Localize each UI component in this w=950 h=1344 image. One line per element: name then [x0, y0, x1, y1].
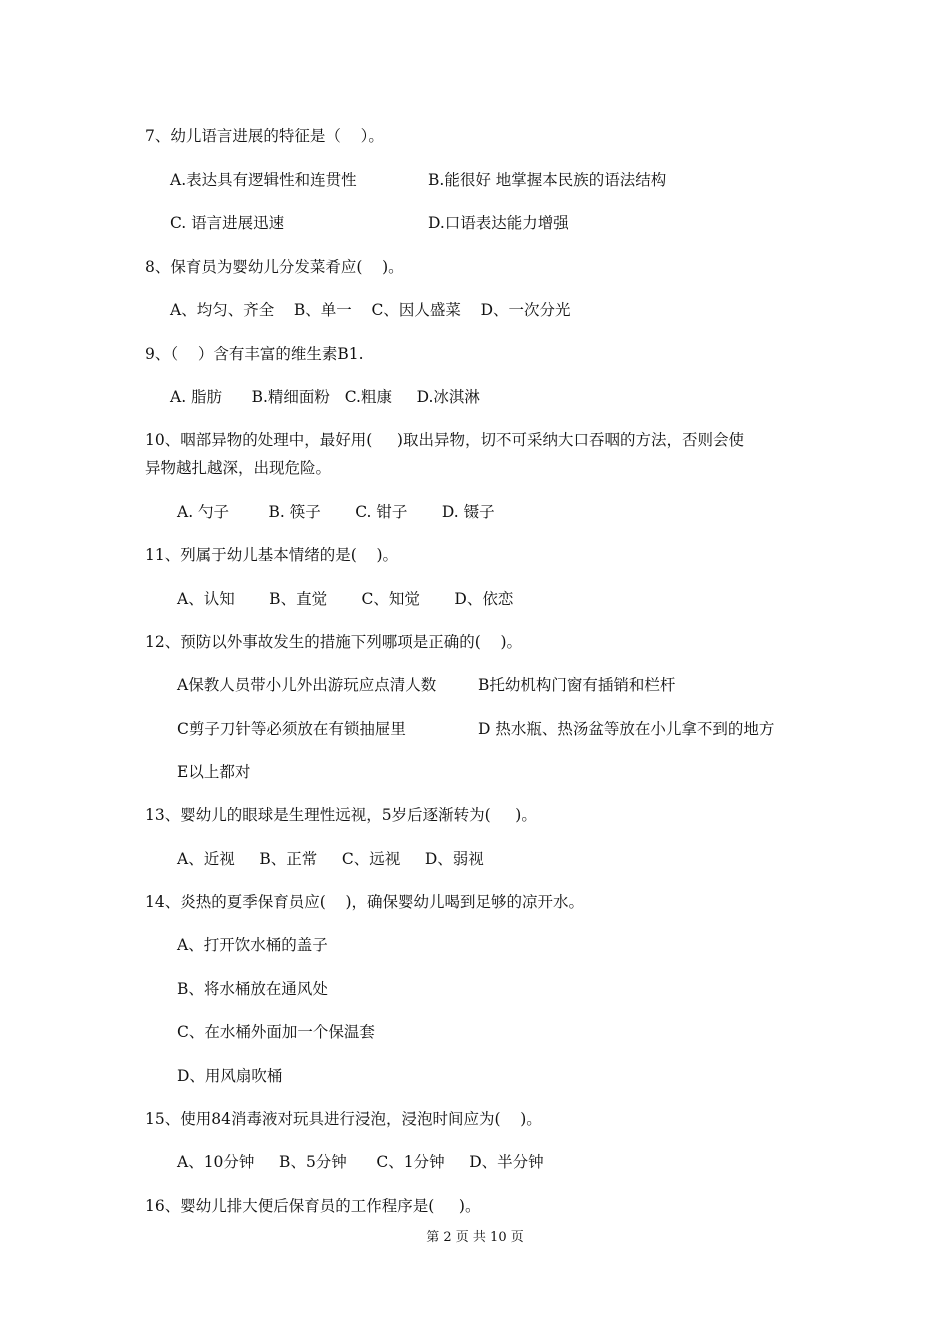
question-12-option-b: B托幼机构门窗有插销和栏杆 — [478, 676, 676, 694]
question-10-stem-line-1: 10、咽部异物的处理中，最好用( )取出异物，切不可采纳大口吞咽的方法，否则会使 — [145, 431, 744, 449]
question-12-stem: 12、预防以外事故发生的措施下列哪项是正确的( )。 — [145, 633, 523, 651]
question-10-stem-line-2: 异物越扎越深，出现危险。 — [145, 459, 332, 477]
question-9-stem: 9、（ ）含有丰富的维生素B1. — [145, 345, 364, 363]
question-10-options: A. 勺子 B. 筷子 C. 钳子 D. 镊子 — [177, 503, 495, 521]
question-15-options: A、10分钟 B、5分钟 C、1分钟 D、半分钟 — [177, 1153, 544, 1171]
question-13-options: A、近视 B、正常 C、远视 D、弱视 — [177, 850, 484, 868]
question-7-stem: 7、幼儿语言进展的特征是（ ）。 — [145, 127, 384, 145]
question-7-option-b: B.能很好 地掌握本民族的语法结构 — [428, 171, 667, 189]
question-14-option-b: B、将水桶放在通风处 — [177, 980, 328, 998]
question-15-stem: 15、使用84消毒液对玩具进行浸泡，浸泡时间应为( )。 — [145, 1110, 542, 1128]
page-number: 第 2 页 共 10 页 — [426, 1230, 524, 1245]
question-14-option-c: C、在水桶外面加一个保温套 — [177, 1023, 375, 1041]
question-7-option-a: A.表达具有逻辑性和连贯性 — [170, 171, 357, 189]
question-11-options: A、认知 B、直觉 C、知觉 D、依恋 — [177, 590, 514, 608]
question-7-option-c: C. 语言进展迅速 — [170, 214, 285, 232]
question-12-option-d: D 热水瓶、热汤盆等放在小儿拿不到的地方 — [478, 720, 775, 738]
question-8-options: A、均匀、齐全 B、单一 C、因人盛菜 D、一次分光 — [170, 301, 571, 319]
question-14-option-a: A、打开饮水桶的盖子 — [177, 936, 328, 954]
question-14-stem: 14、炎热的夏季保育员应( )，确保婴幼儿喝到足够的凉开水。 — [145, 893, 585, 911]
question-12-option-a: A保教人员带小儿外出游玩应点清人数 — [177, 676, 437, 694]
question-8-stem: 8、保育员为婴幼儿分发菜肴应( )。 — [145, 258, 404, 276]
question-12-option-c: C剪子刀针等必须放在有锁抽屉里 — [177, 720, 406, 738]
question-9-options: A. 脂肪 B.精细面粉 C.粗康 D.冰淇淋 — [170, 388, 480, 406]
question-11-stem: 11、列属于幼儿基本情绪的是( )。 — [145, 546, 399, 564]
question-16-stem: 16、婴幼儿排大便后保育员的工作程序是( )。 — [145, 1197, 481, 1215]
question-12-option-e: E以上都对 — [177, 763, 251, 781]
question-13-stem: 13、婴幼儿的眼球是生理性远视，5岁后逐渐转为( )。 — [145, 806, 537, 824]
question-14-option-d: D、用风扇吹桶 — [177, 1067, 283, 1085]
question-7-option-d: D.口语表达能力增强 — [428, 214, 569, 232]
